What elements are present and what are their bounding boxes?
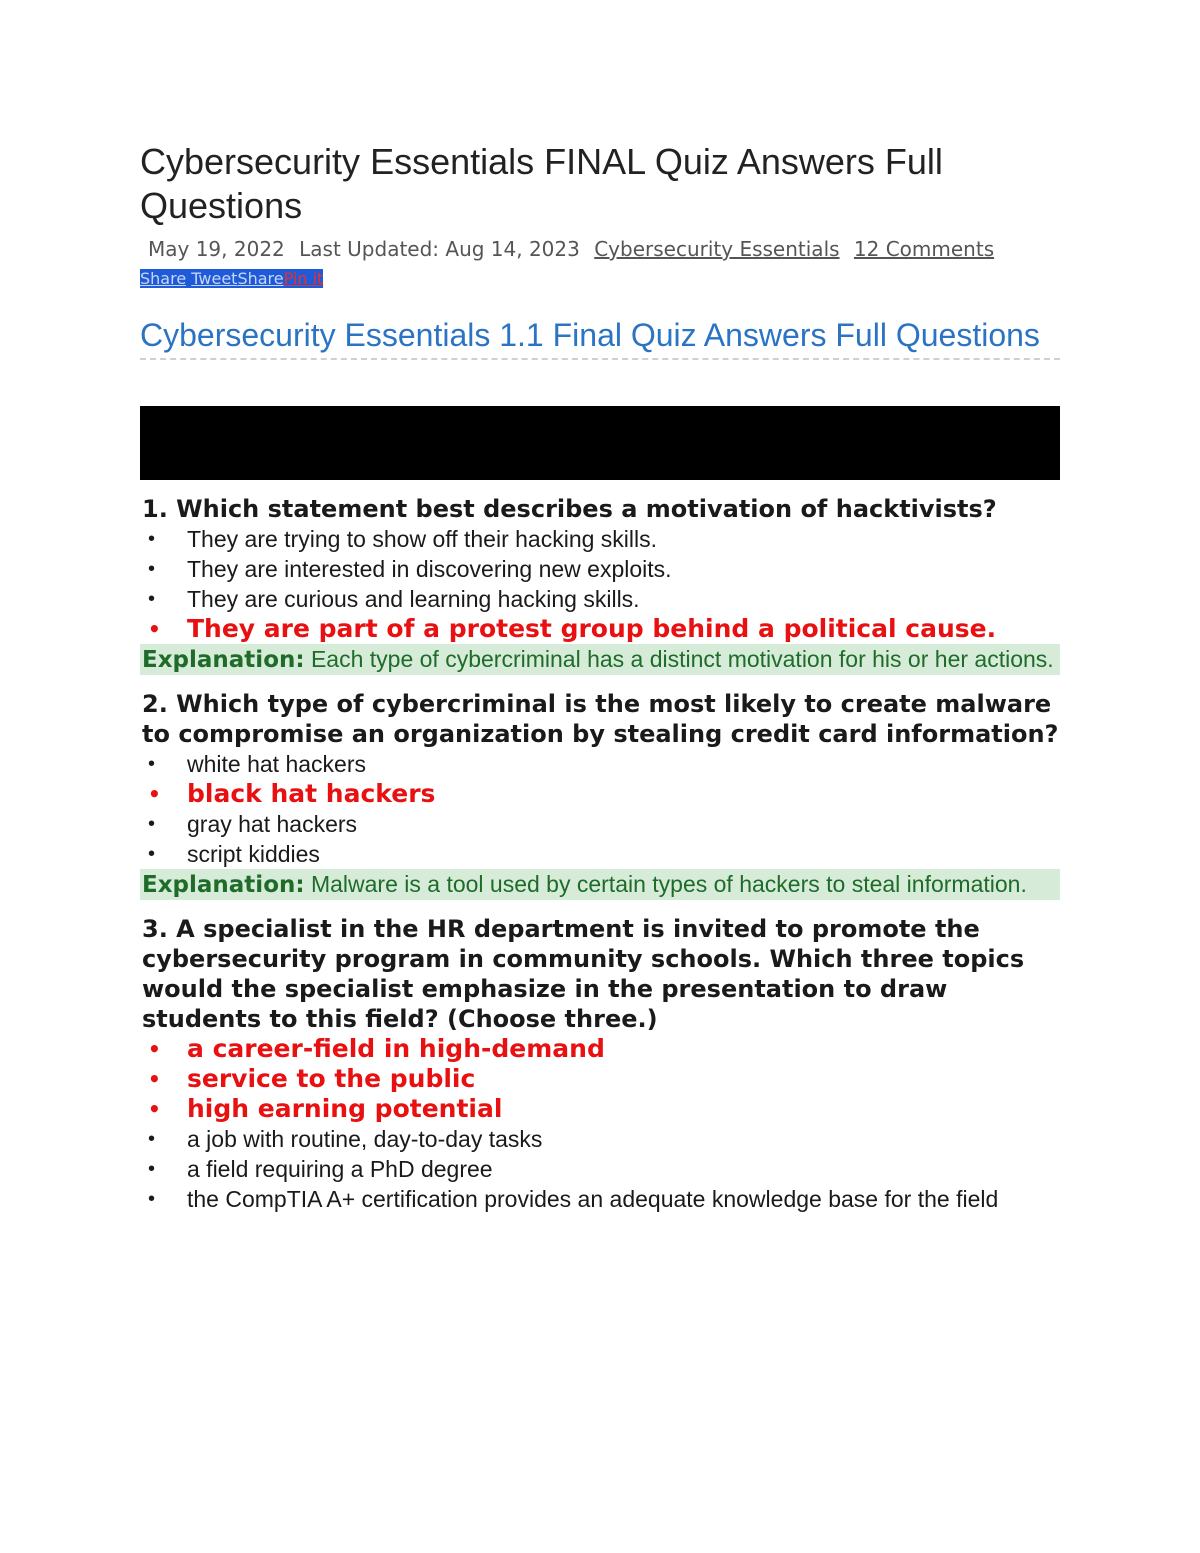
option-text: white hat hackers [187,751,366,777]
bullet-icon: • [148,1067,161,1091]
option-item [140,1124,1060,1154]
document-page [140,140,1060,1214]
correct-option-item [140,614,1060,644]
bullet-icon: • [148,528,156,550]
option-text: They are curious and learning hacking skills. [187,586,640,612]
bullet-icon: • [148,558,156,580]
option-text: a job with routine, day-to-day tasks [187,1126,543,1152]
bullet-icon: • [148,588,156,610]
tweet-button[interactable]: Tweet [191,269,238,288]
bullet-icon: • [148,813,156,835]
option-text: They are part of a protest group behind a political cause. [187,614,997,643]
option-text: black hat hackers [187,779,436,808]
bullet-icon: • [148,1037,161,1061]
category-link[interactable]: Cybersecurity Essentials [594,237,840,261]
correct-option-item [140,1064,1060,1094]
share-button-2[interactable]: Share [237,269,284,288]
correct-option-item [140,1034,1060,1064]
explanation-box [140,644,1060,675]
option-item [140,1184,1060,1214]
faded-text-line [140,382,1060,404]
option-text: They are interested in discovering new exploits. [187,556,672,582]
bullet-icon: • [148,617,161,641]
explanation-label: Explanation: [142,647,305,673]
option-item [140,809,1060,839]
option-text: the CompTIA A+ certification provides an adequate knowledge base for the field [187,1186,999,1212]
bullet-icon: • [148,1158,156,1180]
bullet-icon: • [148,843,156,865]
option-text: service to the public [187,1064,476,1093]
explanation-text: Each type of cybercriminal has a distinct motivation for his or her actions. [310,646,1054,672]
option-text: a field requiring a PhD degree [187,1156,493,1182]
options-list [140,749,1060,869]
question-text: 1. Which statement best describes a motivation of hacktivists? [142,495,997,523]
bullet-icon: • [148,1188,156,1210]
option-item [140,749,1060,779]
bullet-icon: • [148,753,156,775]
options-list [140,524,1060,644]
option-item [140,584,1060,614]
option-item [140,1154,1060,1184]
share-bar [140,268,1060,290]
option-item [140,554,1060,584]
option-text: a career-field in high-demand [187,1034,605,1063]
option-text: They are trying to show off their hacking skills. [187,526,658,552]
bullet-icon: • [148,1128,156,1150]
page-title: Cybersecurity Essentials FINAL Quiz Answers Full Questions [140,141,943,226]
correct-option-item [140,1094,1060,1124]
option-item [140,839,1060,869]
explanation-text: Malware is a tool used by certain types of hackers to steal information. [310,871,1027,897]
option-item [140,524,1060,554]
question-block [140,914,1060,1214]
option-text: gray hat hackers [187,811,358,837]
question-text: 2. Which type of cybercriminal is the most likely to create malware to compromise an organization by stealing credit card information? [142,690,1059,748]
bullet-icon: • [148,1097,161,1121]
last-updated: Last Updated: Aug 14, 2023 [299,237,580,261]
option-text: script kiddies [187,841,320,867]
option-text: high earning potential [187,1094,503,1123]
question-text: 3. A specialist in the HR department is invited to promote the cybersecurity program in community schools. Which three topics would the specialist emphasize in the presentation to draw students to this field? (Choose three.) [142,915,1025,1033]
post-meta [140,234,1060,264]
explanation-box [140,869,1060,900]
share-button[interactable]: Share [140,269,187,288]
explanation-label: Explanation: [142,872,305,898]
comments-link[interactable]: 12 Comments [853,237,995,261]
redacted-banner [140,406,1060,480]
question-block [140,494,1060,675]
correct-option-item [140,779,1060,809]
question-block [140,689,1060,900]
post-date: May 19, 2022 [148,237,285,261]
section-heading: Cybersecurity Essentials 1.1 Final Quiz Answers Full Questions [140,316,1060,360]
options-list [140,1034,1060,1214]
bullet-icon: • [148,782,161,806]
pin-it-button[interactable]: Pin it [283,269,324,288]
